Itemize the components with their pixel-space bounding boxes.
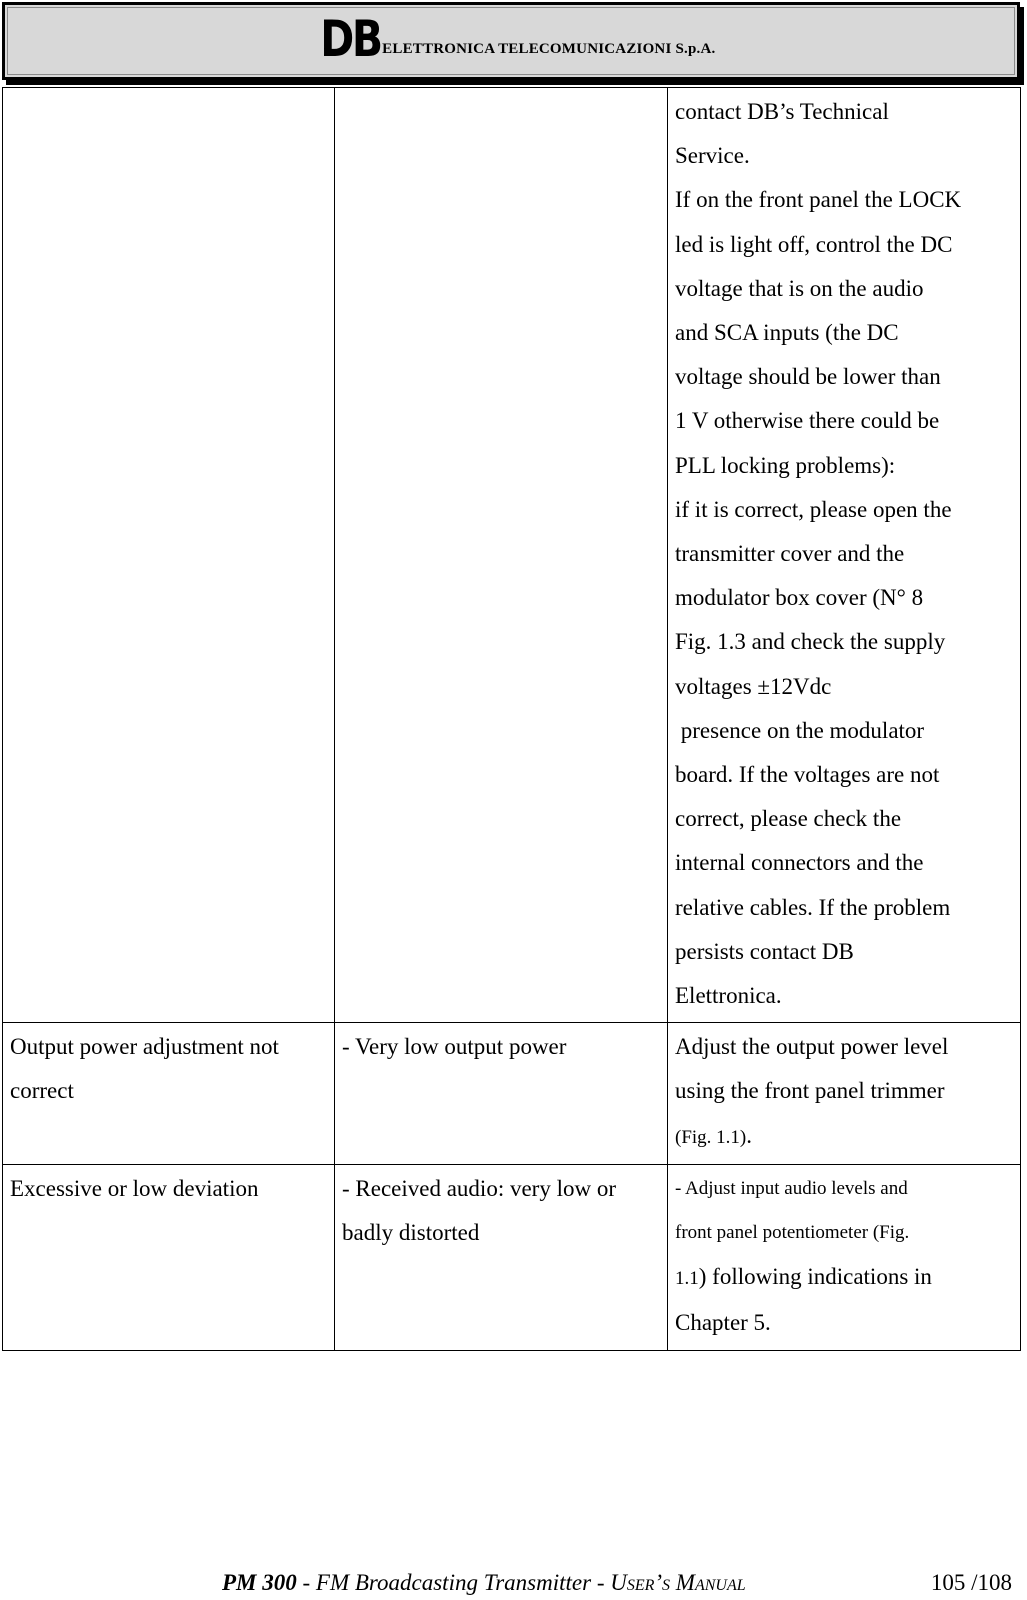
page-header bbox=[2, 2, 1020, 80]
text-line: transmitter cover and the bbox=[675, 541, 905, 567]
text-line: badly distorted bbox=[342, 1220, 480, 1246]
page-number: 105 /108 bbox=[930, 1570, 1012, 1595]
text-line bbox=[675, 1114, 1014, 1160]
footer-manual: User’s Manual bbox=[610, 1570, 746, 1595]
table-cell-remedy bbox=[668, 88, 1021, 1023]
text-line: board. If the voltages are not bbox=[675, 762, 940, 788]
text-line: contact DB’s Technical bbox=[675, 99, 889, 124]
text-line: internal connectors and the bbox=[675, 850, 924, 876]
table-cell-symptom bbox=[3, 1023, 335, 1165]
text-line: If on the front panel the LOCK bbox=[675, 187, 962, 213]
text-line: Service. bbox=[675, 143, 750, 169]
figure-reference: 1.1 bbox=[675, 1268, 699, 1290]
text-line: voltage should be lower than bbox=[675, 364, 941, 390]
text-line: Chapter 5. bbox=[675, 1310, 771, 1336]
text-line: front panel potentiometer (Fig. bbox=[675, 1222, 910, 1244]
table-cell-symptom bbox=[3, 88, 335, 1023]
company-name: ELETTRONICA TELECOMUNICAZIONI S.p.A. bbox=[382, 40, 716, 57]
text-line: relative cables. If the problem bbox=[675, 894, 951, 920]
text-line: voltages ±12Vdc bbox=[675, 673, 832, 699]
table-cell-effect bbox=[335, 1023, 668, 1165]
company-logo: DB bbox=[319, 10, 381, 68]
text-line: and SCA inputs (the DC bbox=[675, 320, 899, 346]
text-line: led is light off, control the DC bbox=[675, 231, 953, 257]
text-line: correct bbox=[10, 1078, 74, 1104]
table-cell-symptom bbox=[3, 1164, 335, 1350]
text-line: PLL locking problems): bbox=[675, 452, 896, 478]
footer-model: PM 300 bbox=[222, 1570, 297, 1595]
text-line: Adjust the output power level bbox=[675, 1034, 949, 1060]
text-line: modulator box cover (N° 8 bbox=[675, 585, 924, 611]
text-line: persists contact DB bbox=[675, 938, 854, 964]
text-line: Fig. 1.3 and check the supply bbox=[675, 629, 946, 655]
text-line: correct, please check the bbox=[675, 806, 902, 832]
text-line: - Very low output power bbox=[342, 1034, 567, 1060]
table-row bbox=[3, 1164, 1021, 1350]
text-line: - Adjust input audio levels and bbox=[675, 1177, 908, 1199]
text-line bbox=[675, 1255, 1014, 1301]
text-line: - Received audio: very low or bbox=[342, 1175, 616, 1201]
text-line: Elettronica. bbox=[675, 983, 782, 1009]
troubleshooting-table bbox=[2, 87, 1021, 1351]
header-banner bbox=[7, 7, 1015, 75]
table-cell-effect bbox=[335, 1164, 668, 1350]
text-line: Output power adjustment not bbox=[10, 1034, 279, 1060]
table-row bbox=[3, 88, 1021, 1023]
text-line: voltage that is on the audio bbox=[675, 275, 924, 301]
text-line: 1 V otherwise there could be bbox=[675, 408, 940, 434]
text-line: presence on the modulator bbox=[675, 717, 925, 743]
table-cell-effect bbox=[335, 88, 668, 1023]
text-line: using the front panel trimmer bbox=[675, 1078, 945, 1104]
text-fragment: ) following indications in bbox=[698, 1264, 932, 1290]
text-line: if it is correct, please open the bbox=[675, 496, 952, 522]
text-line: Excessive or low deviation bbox=[10, 1175, 259, 1201]
footer-title: - FM Broadcasting Transmitter - bbox=[296, 1570, 611, 1595]
table-row bbox=[3, 1023, 1021, 1165]
page-footer bbox=[222, 1566, 1012, 1600]
table-cell-remedy bbox=[668, 1023, 1021, 1165]
text-fragment: . bbox=[746, 1122, 752, 1148]
table-cell-remedy bbox=[668, 1164, 1021, 1350]
figure-reference: (Fig. 1.1) bbox=[675, 1126, 747, 1148]
